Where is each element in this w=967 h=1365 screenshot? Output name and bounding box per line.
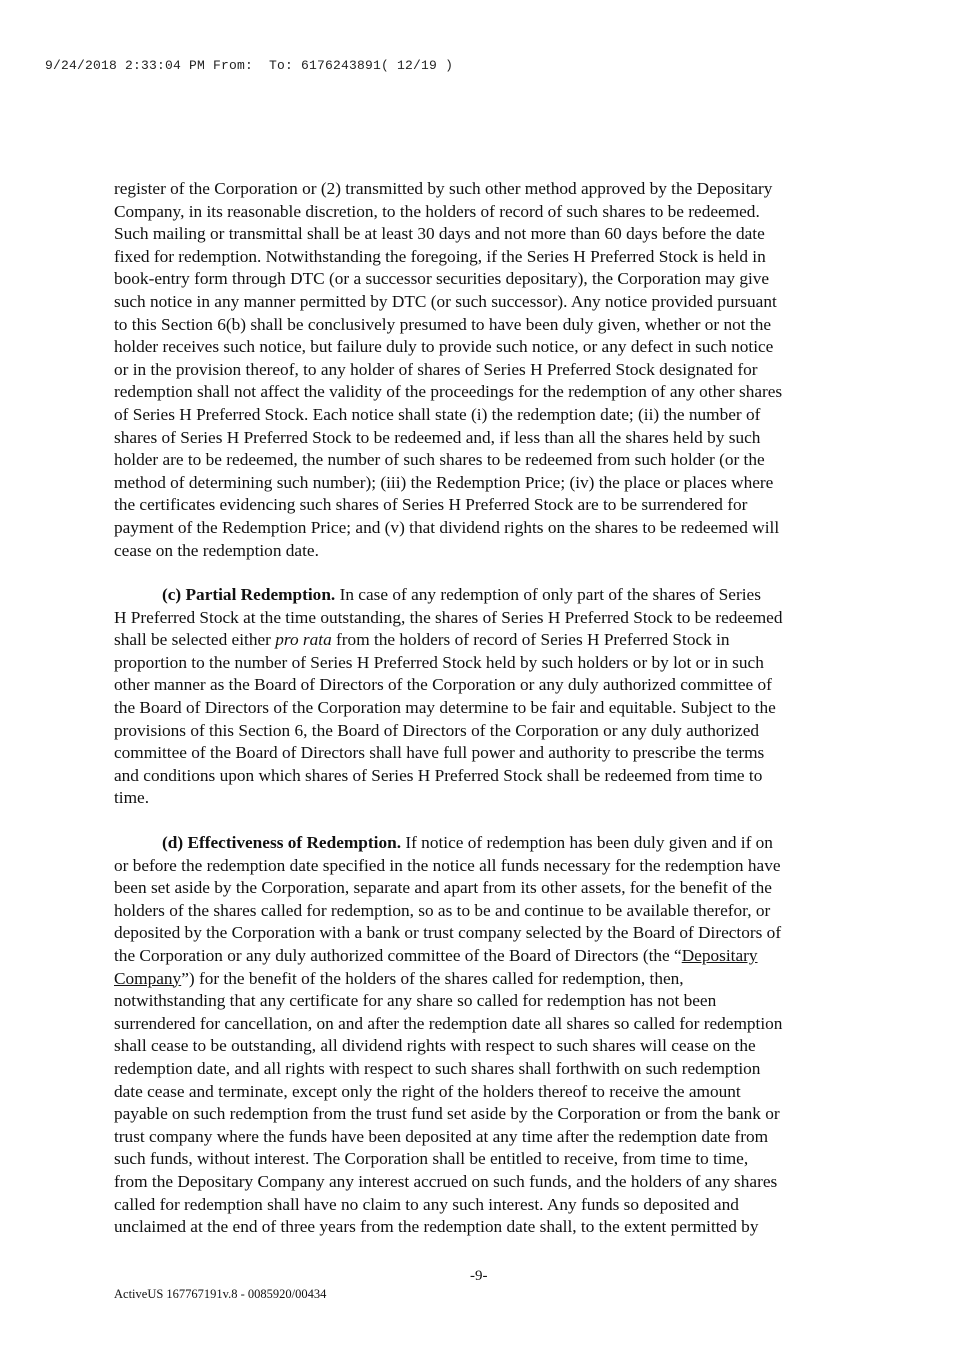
text-line: Such mailing or transmittal shall be at least 30 days and not more than 60 days before the date (114, 224, 765, 244)
text-line: such funds, without interest. The Corporation shall be entitled to receive, from time to time, (114, 1149, 749, 1169)
text-line: H Preferred Stock at the time outstanding, the shares of Series H Preferred Stock to be redeemed (114, 607, 783, 627)
text-line: notwithstanding that any certificate for any share so called for redemption has not been (114, 991, 717, 1011)
italic-term: pro rata (275, 630, 332, 650)
text-line (114, 832, 854, 855)
text-run: the Corporation or any duly authorized committee of the Board of Directors (the “ (114, 946, 682, 965)
section-heading-d: (d) Effectiveness of Redemption. (162, 833, 402, 853)
text-line: payment of the Redemption Price; and (v) that dividend rights on the shares to be redeemed will (114, 517, 780, 537)
text-run: ”) for the benefit of the holders of the shares called for redemption, then, (181, 968, 684, 988)
text-line (114, 968, 854, 991)
text-line: holders of the shares called for redemption, so as to be and continue to be available therefor, or (114, 900, 771, 920)
page-number: -9- (470, 1268, 488, 1284)
defined-term: Depositary (681, 946, 758, 965)
text-line: payable on such redemption from the trust fund set aside by the Corporation or from the bank or (114, 1104, 780, 1124)
fax-header: 9/24/2018 2:33:04 PM From: To: 6176243891( 12/19 ) (45, 58, 454, 73)
text-line: committee of the Board of Directors shall have full power and authority to prescribe the terms (114, 743, 765, 763)
text-line: or before the redemption date specified in the notice all funds necessary for the redemption have (114, 855, 781, 875)
text-line: provisions of this Section 6, the Board of Directors of the Corporation or any duly authorized (114, 720, 760, 740)
text-line: holder receives such notice, but failure duly to provide such notice, or any defect in such notice (114, 337, 774, 357)
text-line: the certificates evidencing such shares of Series H Preferred Stock are to be surrendered for (114, 495, 748, 515)
section-heading-c: (c) Partial Redemption. (162, 585, 336, 605)
paragraph-b-continued (114, 178, 854, 562)
text-run: from the holders of record of Series H Preferred Stock in (331, 630, 730, 650)
text-line: method of determining such number); (iii) the Redemption Price; (iv) the place or places where (114, 472, 774, 492)
text-line (114, 629, 854, 652)
text-line: shall cease to be outstanding, all dividend rights with respect to such shares will cease on the (114, 1036, 756, 1056)
text-line: other manner as the Board of Directors of the Corporation or any duly authorized committee of (114, 675, 772, 695)
text-line: fixed for redemption. Notwithstanding the foregoing, if the Series H Preferred Stock is held in (114, 246, 766, 266)
text-line: surrendered for cancellation, on and after the redemption date all shares so called for redemption (114, 1013, 783, 1033)
defined-term: Company (114, 968, 182, 988)
text-line: date cease and terminate, except only the right of the holders thereof to receive the amount (114, 1081, 741, 1101)
document-id-footer: ActiveUS 167767191v.8 - 0085920/00434 (114, 1287, 327, 1301)
text-line: trust company where the funds have been deposited at any time after the redemption date from (114, 1126, 769, 1146)
text-line: cease on the redemption date. (114, 540, 319, 560)
text-line: book-entry form through DTC (or a successor securities depositary), the Corporation may give (114, 269, 770, 289)
text-line: of Series H Preferred Stock. Each notice shall state (i) the redemption date; (ii) the number of (114, 404, 761, 424)
text-line: called for redemption shall have no claim to any such interest. Any funds so deposited and (114, 1194, 739, 1214)
text-line: Company, in its reasonable discretion, to the holders of record of such shares to be redeemed. (114, 201, 760, 221)
text-line: such notice in any manner permitted by DTC (or such successor). Any notice provided pursuant (114, 291, 777, 311)
text-run: In case of any redemption of only part of the shares of Series (335, 585, 761, 605)
text-line: time. (114, 788, 150, 808)
text-line: been set aside by the Corporation, separate and apart from its other assets, for the benefit of the (114, 878, 772, 898)
text-line: deposited by the Corporation with a bank or trust company selected by the Board of Directors of (114, 923, 782, 943)
text-line: from the Depositary Company any interest accrued on such funds, and the holders of any shares (114, 1171, 778, 1191)
text-line: proportion to the number of Series H Preferred Stock held by such holders or by lot or in such (114, 652, 764, 672)
text-line (114, 584, 854, 607)
paragraph-c-partial-redemption (114, 584, 854, 810)
paragraph-d-effectiveness-of-redemption (114, 832, 854, 1239)
text-line: holder are to be redeemed, the number of such shares to be redeemed from such holder (or the (114, 450, 765, 470)
text-line: register of the Corporation or (2) transmitted by such other method approved by the Depositary (114, 179, 773, 198)
text-line: unclaimed at the end of three years from the redemption date shall, to the extent permitted by (114, 1217, 759, 1237)
text-line (114, 945, 854, 968)
text-line: shares of Series H Preferred Stock to be redeemed and, if less than all the shares held by such (114, 427, 761, 447)
text-line: redemption shall not affect the validity of the proceedings for the redemption of any other shares (114, 382, 783, 402)
text-line: to this Section 6(b) shall be conclusively presumed to have been duly given, whether or not the (114, 314, 772, 334)
text-run: If notice of redemption has been duly given and if on (401, 833, 773, 853)
text-line: redemption date, and all rights with respect to such shares shall forthwith on such redemption (114, 1058, 761, 1078)
text-line: and conditions upon which shares of Series H Preferred Stock shall be redeemed from time to (114, 765, 763, 785)
text-run: shall be selected either (114, 630, 276, 650)
text-line: or in the provision thereof, to any holder of shares of Series H Preferred Stock designated for (114, 359, 758, 379)
document-body (114, 178, 854, 1261)
text-line: the Board of Directors of the Corporation may determine to be fair and equitable. Subject to the (114, 698, 776, 718)
